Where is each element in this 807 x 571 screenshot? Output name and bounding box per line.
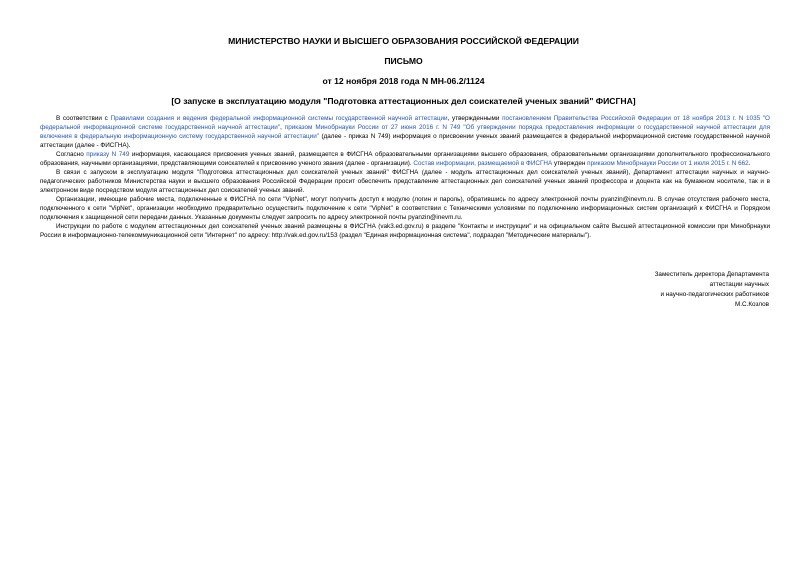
- document-type: ПИСЬМО: [384, 56, 423, 66]
- paragraph-5: Инструкции по работе с модулем аттестационных дел соискателей ученых званий размещены в ФИСГНА (vak3.ed.gov.ru) в разделе "Контакты и инструкции" и на официальном сайте Высшей аттестационной комиссии при Минобрнауки России в информационно-телекоммуникационной сети "Интернет" по адресу: http://vak.ed.gov.ru/153 (раздел "Единая информационная система", подраздел "Методические материалы").: [40, 223, 770, 239]
- paragraph-2: [40, 150, 770, 168]
- signature-line-3: и научно-педагогических работников: [660, 291, 769, 298]
- link-rules[interactable]: Правилами создания и ведения федеральной информационной системы государственной научной аттестации: [110, 115, 448, 122]
- document-body: [40, 114, 770, 240]
- text-run: информация, касающаяся присвоения ученых званий, размещается в ФИСГНА образовательными организациями высшего образования, образовательными организациями дополнительного профессионального образования, научными организациями, представляющими соискателей к присвоению ученого звания (далее - организации).: [40, 151, 771, 167]
- text-run: (далее - приказ N 749) информация о присвоении ученых званий размещается в федеральной информационной системе государственной научной аттестации (далее - ФИСГНА).: [40, 133, 771, 149]
- link-info-composition[interactable]: Состав информации, размещаемой в ФИСГНА: [413, 160, 553, 167]
- text-run: , утвержденными: [447, 115, 503, 122]
- ministry-heading: МИНИСТЕРСТВО НАУКИ И ВЫСШЕГО ОБРАЗОВАНИЯ РОССИЙСКОЙ ФЕДЕРАЦИИ: [228, 36, 579, 46]
- document-subject: [О запуске в эксплуатацию модуля "Подготовка аттестационных дел соискателей ученых званий" ФИСГНА]: [171, 96, 636, 106]
- link-order-749-short[interactable]: приказу N 749: [86, 151, 130, 158]
- text-run: ,: [280, 124, 285, 131]
- paragraph-4: Организации, имеющие рабочие места, подключенные к ФИСГНА по сети "VipNet", могут получить доступ к модулю (логин и пароль), обратившись по адресу электронной почты pyanzin@inevm.ru. В случае отсутствия рабочего места, подключенного к сети "VipNet", организации необходимо предварительно осуществить подключение к сети "VipNet" в соответствии с Техническими условиями по подключению информационных систем организаций к ФИСГНА и Порядком подключения к защищенной сети передачи данных. Указанные документы следует запросить по адресу электронной почты pyanzin@inevm.ru.: [40, 196, 770, 221]
- signatory-name: М.С.Козлов: [734, 301, 769, 308]
- text-run: Согласно: [56, 151, 87, 158]
- document-date-number: от 12 ноября 2018 года N МН-06.2/1124: [322, 76, 485, 86]
- link-government-decree[interactable]: постановлением Правительства Российской Федерации от 18 ноября 2013 г. N 1035 "О федеральной информационной системе государственной научной аттестации": [40, 115, 770, 131]
- link-order-662[interactable]: приказом Минобрнауки России от 1 июля 2015 г. N 662: [587, 160, 749, 167]
- signature-line-1: Заместитель директора Департамента: [654, 271, 769, 278]
- text-run: утвержден: [552, 160, 588, 167]
- text-run: .: [748, 160, 751, 167]
- paragraph-3: В связи с запуском в эксплуатацию модуля "Подготовка аттестационных дел соискателей ученых званий" ФИСГНА (далее - модуль аттестационных дел соискателей ученых званий), Департамент аттестации научных и научно-педагогических работников Министерства науки и высшего образования Российской Федерации просит обеспечить представление аттестационных дел соискателей ученых званий профессора и доцента как на бумажном носителе, так и в электронном виде посредством модуля аттестационных дел соискателей ученых званий.: [40, 169, 770, 194]
- link-order-749[interactable]: приказом Минобрнауки России от 27 июня 2016 г. N 749 "Об утверждении порядка предоставления информации о государственной научной аттестации для включения в федеральную информационную систему государственной научной аттестации": [40, 124, 771, 140]
- paragraph-1: [40, 114, 770, 150]
- signature-block: [609, 270, 769, 310]
- text-run: В соответствии с: [56, 115, 111, 122]
- signature-line-2: аттестации научных: [709, 281, 769, 288]
